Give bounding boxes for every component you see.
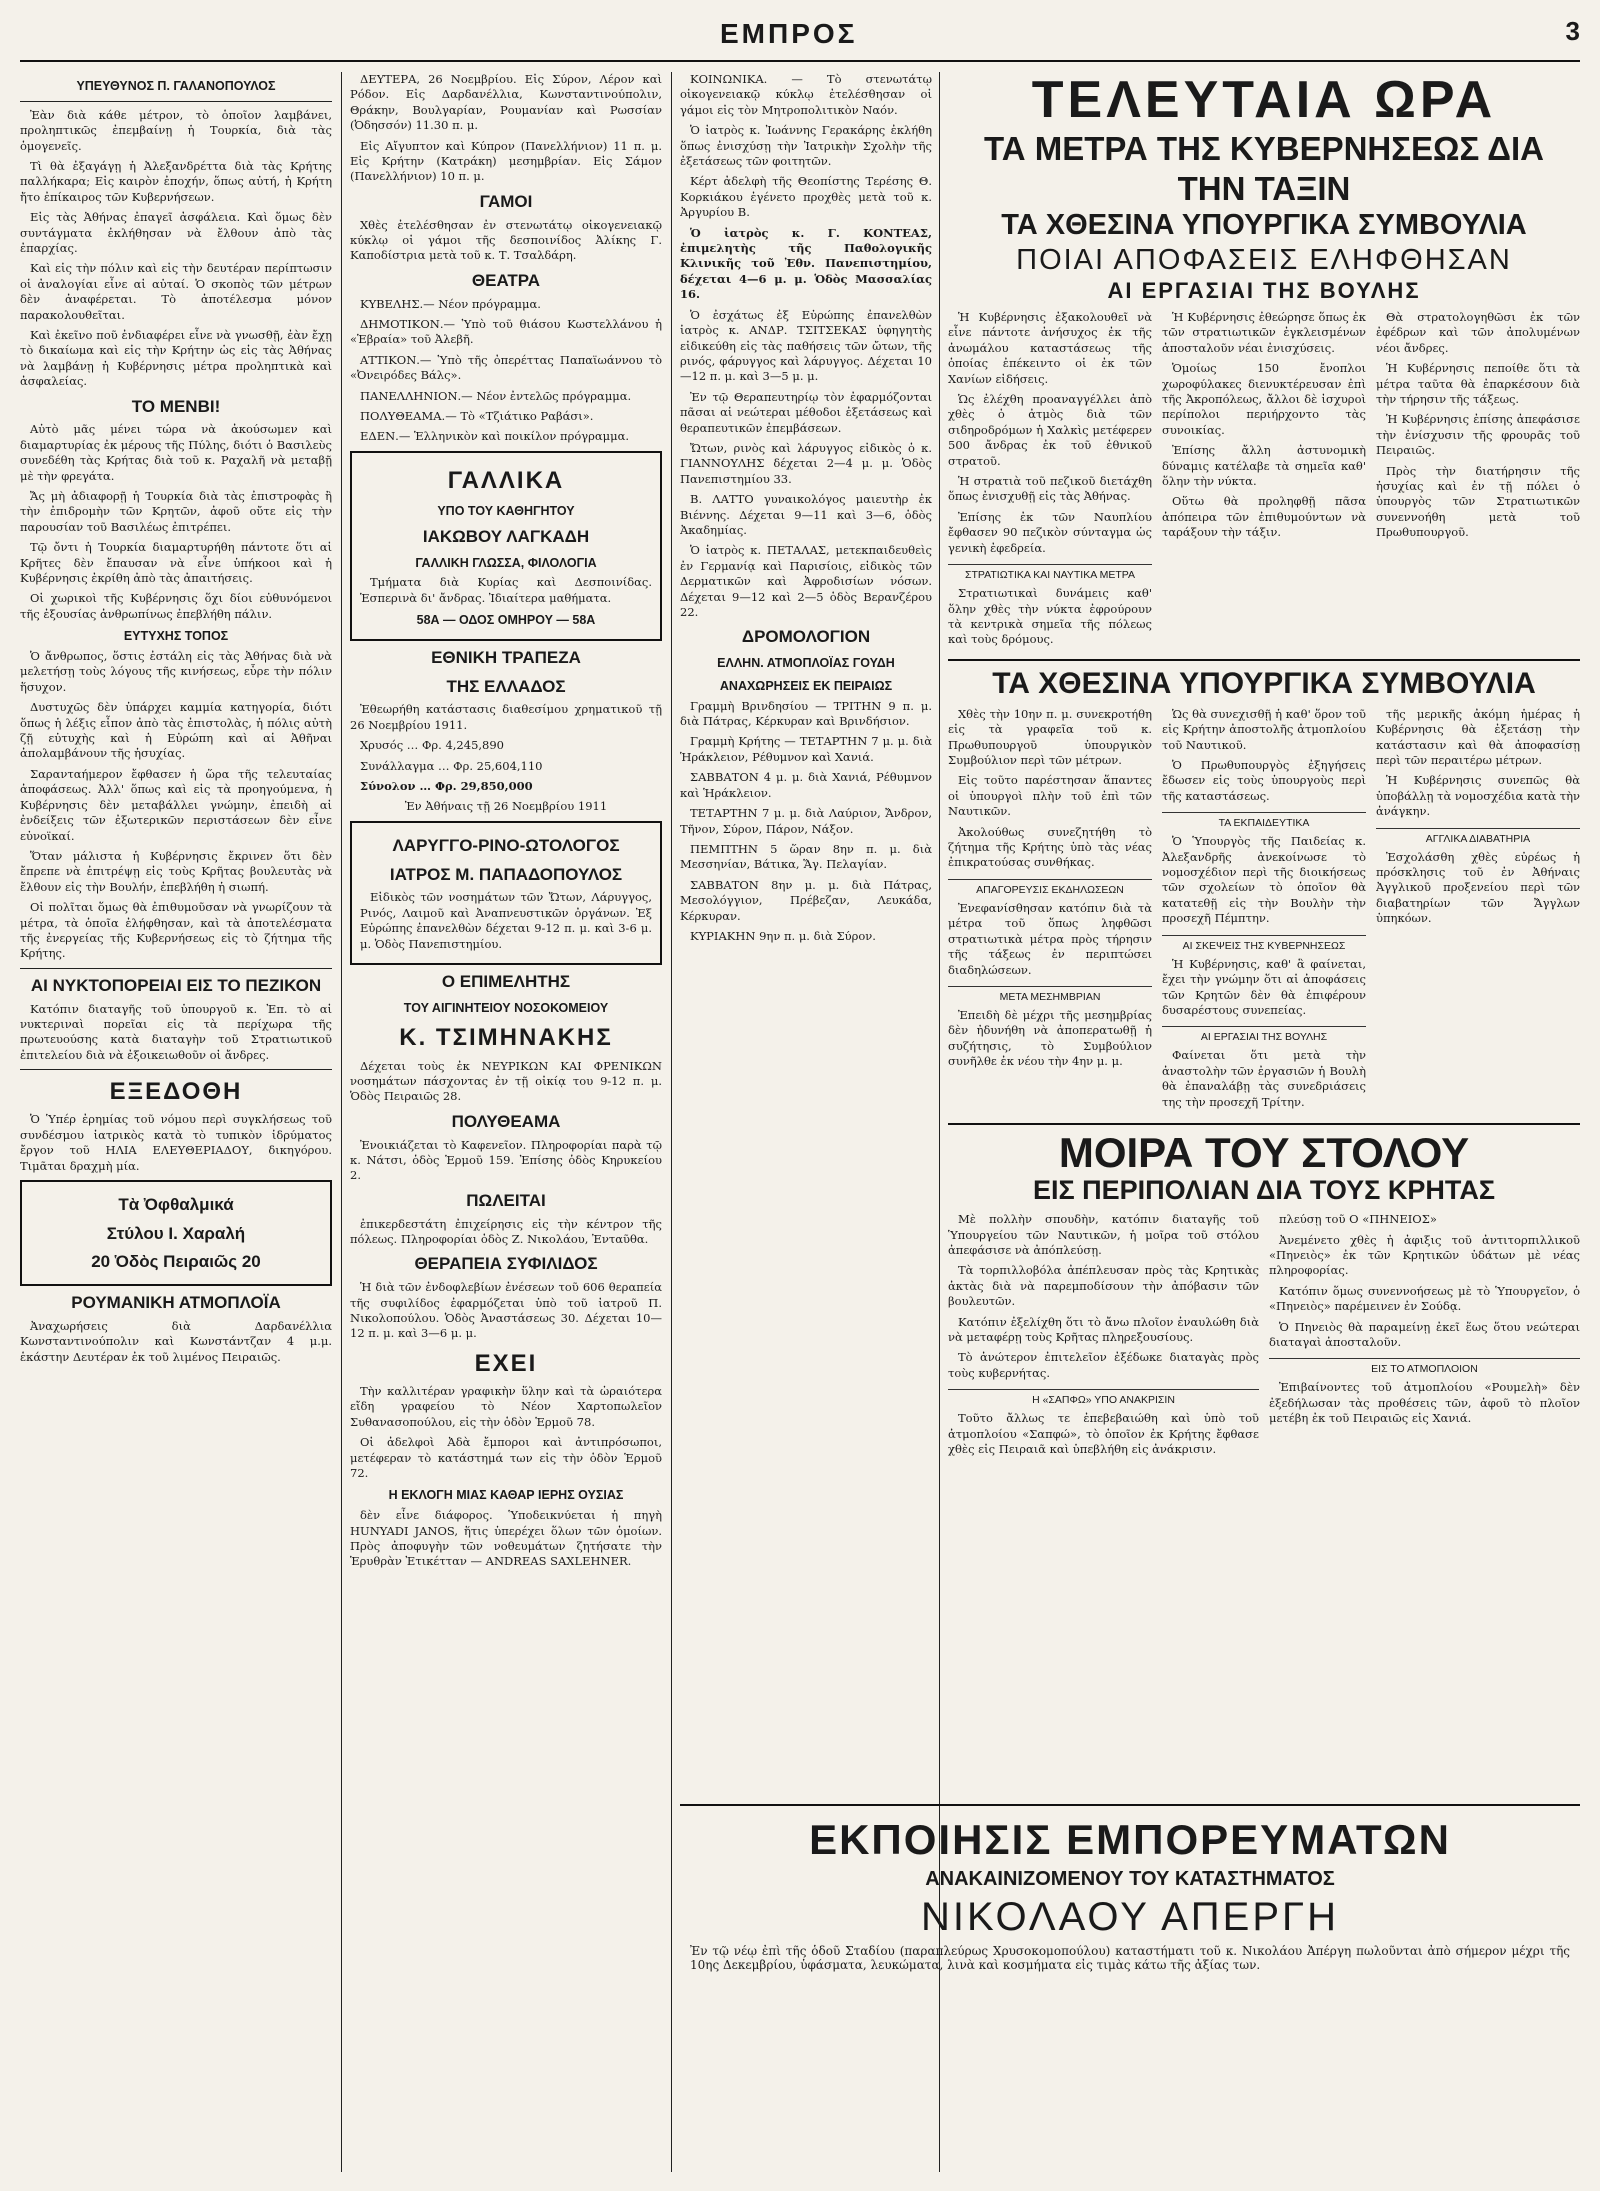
article-paragraph: πλεύσῃ τοῦ Ο «ΠΗΝΕΙΟΣ»	[1279, 1212, 1437, 1227]
page-number: 3	[1565, 16, 1580, 46]
route-line: ΠΕΜΠΤΗΝ 5 ὥραν 8ην π. μ. διὰ Μεσσηνίαν, Βάτικα, Ἅγ. Πελαγίαν.	[680, 841, 932, 872]
story-headline: ΤΑ ΧΘΕΣΙΝΑ ΥΠΟΥΡΓΙΚΑ ΣΥΜΒΟΥΛΙΑ	[948, 659, 1580, 701]
article-paragraph: Ἐσχολάσθη χθὲς εὐρέως ἡ πρόσκλησις τοῦ ἐν Ἀθήναις Ἀγγλικοῦ προξενείου περὶ τῶν διαβατηρίων τῶν Ἄγγλων ὑπηκόων.	[1376, 849, 1580, 926]
article-paragraph: Θὰ στρατολογηθῶσι ἐκ τῶν ἐφέδρων καὶ τῶν ἀπολυμένων νέοι ἄνδρες.	[1376, 309, 1580, 355]
ad-sub: ΓΑΛΛΙΚΗ ΓΛΩΣΣΑ, ΦΙΛΟΛΟΓΙΑ	[415, 555, 597, 570]
ad-title: Η ΕΚΛΟΓΗ ΜΙΑΣ ΚΑΘΑΡ ΙΕΡΗΣ ΟΥΣΙΑΣ	[388, 1488, 624, 1503]
lead-subheadline: ΤΑ ΧΘΕΣΙΝΑ ΥΠΟΥΡΓΙΚΑ ΣΥΜΒΟΥΛΙΑ	[1001, 209, 1527, 242]
section-heading: ΔΡΟΜΟΛΟΓΙΟΝ	[741, 627, 871, 647]
article-paragraph: Ὁ ἰατρὸς κ. Γ. ΚΟΝΤΕΑΣ, ἐπιμελητὴς τῆς Παθολογικῆς Κλινικῆς τοῦ Ἐθν. Πανεπιστημίου, δέχεται 4—6 μ. μ. Ὁδὸς Μασσαλίας 16.	[680, 225, 932, 302]
article-paragraph: Χθὲς ἐτελέσθησαν ἐν στενωτάτῳ οἰκογενειακῷ κύκλῳ οἱ γάμοι τῆς δεσποινίδος Ἀλίκης Γ. Καποδίστρια μετὰ τοῦ κ. Τ. Τσαλδάρη.	[350, 217, 662, 263]
lead-column	[1376, 310, 1580, 653]
article-paragraph: Ὁμοίως 150 ἔνοπλοι χωροφύλακες διενυκτέρευσαν ἐπὶ τῆς Ἀκροπόλεως, ἄλλοι δὲ ἰσχυροὶ περίπολοι περιήρχοντο τὰς συνοικίας.	[1162, 361, 1366, 437]
article-paragraph: Ὁ ἄνθρωπος, ὅστις ἐστάλη εἰς τὰς Ἀθήνας διὰ νὰ μελετήσῃ τοὺς λόγους τῆς κινήσεως, εὗρε τὴν πόλιν ἥσυχον.	[20, 649, 332, 694]
section-heading: ΑΠΑΓΟΡΕΥΣΙΣ ΕΚΔΗΛΩΣΕΩΝ	[948, 879, 1152, 897]
article-paragraph: Τὶ θὰ ἐξαγάγῃ ἡ Ἀλεξανδρέττα διὰ τὰς Κρήτης παλλήκαρα; Εἰς καιρὸν ἐποχήν, ὅπως αὐτή, ἡ Κρήτη ἤτο ἐπίκαιρος τῶν Κυβερνήσεων.	[20, 158, 332, 204]
ad-text: Ἐν τῷ νέῳ ἐπὶ τῆς ὁδοῦ Σταδίου (παραπλεύρως Χρυσοκομοπούλου) καταστήματι τοῦ κ. Νικολάου Ἀπέργη πωλοῦνται ἀπὸ σήμερον μέχρι τῆς 10ης Δεκεμβρίου, ὑφάσματα, λευκώματα, λινὰ καὶ κοσμήματα εἰς τιμὰς κάτω τῆς ἀξίας των.	[690, 1944, 1570, 1972]
article-paragraph: Καὶ εἰς τὴν πόλιν καὶ εἰς τὴν δευτέραν περίπτωσιν οἱ ἀναλογίαι εἶνε αἱ αὐταί. Ὁ σκοπὸς τῶν μέτρων δὲν ἀναφέρεται. Τὸ ἀποτέλεσμα μόνον παρακολουθεῖται.	[20, 261, 332, 322]
divider	[20, 968, 332, 969]
ad-text: Εἰδικὸς τῶν νοσημάτων τῶν Ὤτων, Λάρυγγος, Ρινός, Λαιμοῦ καὶ Ἀναπνευστικῶν ὀργάνων. Ἐξ Εὐρώπης ἐπανελθὼν δέχεται 9-12 π. μ. καὶ 3-6 μ. μ. Ὁδὸς Πανεπιστημίου.	[360, 890, 652, 951]
ad-title: ΕΘΝΙΚΗ ΤΡΑΠΕΖΑ	[431, 647, 581, 667]
section-heading: ΕΙΣ ΤΟ ΑΤΜΟΠΛΟΙΟΝ	[1269, 1358, 1580, 1376]
masthead	[20, 14, 1580, 62]
story-column	[1376, 707, 1580, 1115]
column-1	[20, 72, 332, 2172]
article-paragraph: Τοῦτο ἄλλως τε ἐπεβεβαιώθη καὶ ὑπὸ τοῦ ἀτμοπλοίου «Σαπφώ», τὸ ὁποῖον ἐκ Κρήτης ἔφθασε χθὲς εἰς Πειραιᾶ καὶ ὑπεβλήθη εἰς ἀνάκρισιν.	[948, 1411, 1259, 1457]
advertisement	[20, 1180, 332, 1286]
lead-subheadline: ΑΙ ΕΡΓΑΣΙΑΙ ΤΗΣ ΒΟΥΛΗΣ	[1107, 277, 1421, 303]
listing-line: ΕΔΕΝ.— Ἑλληνικὸν καὶ ποικίλον πρόγραμμα.	[360, 429, 630, 444]
ad-text: Ἐνοικιάζεται τὸ Καφενεῖον. Πληροφορίαι παρὰ τῷ κ. Νάτσι, ὁδὸς Ἑρμοῦ 159. Ἐπίσης ὁδὸς Κηρυκείου 2.	[350, 1137, 662, 1183]
section-heading: ΤΑ ΕΚΠΑΙΔΕΥΤΙΚΑ	[1162, 812, 1366, 830]
story-column	[948, 1212, 1259, 1462]
section-heading: ΘΕΑΤΡΑ	[471, 270, 541, 290]
ad-sub: ΥΠΟ ΤΟΥ ΚΑΘΗΓΗΤΟΥ	[437, 504, 575, 518]
article-paragraph: Τῷ ὄντι ἡ Τουρκία διαμαρτυρήθη πάντοτε ὅτι αἱ Κρῆτες δὲν ἔπαυσαν νὰ εἶνε ὑπήκοοι καὶ ἡ Κυβέρνησις ἐκρίθη ἀπὸ τὰς ἀπαιτήσεις.	[20, 540, 332, 586]
ad-text: Σύνολον … Φρ. 29,850,000	[360, 778, 533, 793]
section-heading: ΕΥΤΥΧΗΣ ΤΟΠΟΣ	[123, 629, 229, 644]
article-paragraph: Οἱ χωρικοὶ τῆς Κυβέρνησις ὅχι δίοι εὐθυνόμενοι τῆς ἐξουσίας ἀνθρωπίνως ἐπεβλήθη πάλιν.	[20, 591, 332, 621]
article-paragraph: Ὁ ἰατρὸς κ. ΠΕΤΑΛΑΣ, μετεκπαιδευθεὶς ἐν Γερμανίᾳ καὶ Παρισίοις, εἰδικὸς τῶν Δερματικῶν καὶ Ἀφροδισίων νόσων. Δέχεται 9—12 καὶ 2—5 ὁδὸς Βερανζέρου 22.	[680, 543, 932, 619]
story-headline: ΜΟΙΡΑ ΤΟΥ ΣΤΟΛΟΥ	[1058, 1129, 1470, 1177]
listing-line: ΠΟΛΥΘΕΑΜΑ.— Τὸ «Τζιάτικο Ραβάσι».	[360, 409, 594, 424]
masthead-title: ΕΜΠΡΟΣ	[720, 18, 858, 49]
article-paragraph: Δυστυχῶς δὲν ὑπάρχει καμμία κατηγορία, διότι ὅπως ἡ λέξις εἶπον ἀπὸ τὰς ἐπιστολὰς, ἡ πόλις αὐτὴ ζῇ εὐτυχὴς καὶ ἡ Εὐρώπη καὶ αἱ Ἀθῆναι ἀπολαμβάνουν τῆς ἡσυχίας.	[20, 700, 332, 761]
article-paragraph: Ἡ στρατιὰ τοῦ πεζικοῦ διετάχθη ὅπως ἐνισχυθῇ εἰς τὰς Ἀθήνας.	[948, 474, 1152, 504]
route-line: ΣΑΒΒΑΤΟΝ 4 μ. μ. διὰ Χανιά, Ρέθυμνον καὶ Ἡράκλειον.	[680, 770, 932, 800]
ad-text: Συνάλλαγμα … Φρ. 25,604,110	[360, 758, 543, 773]
notice-heading: ΑΙ ΝΥΚΤΟΠΟΡΕΙΑΙ ΕΙΣ ΤΟ ΠΕΖΙΚΟΝ	[30, 975, 322, 995]
article-paragraph: Ἐπίσης ἄλλη ἀστυνομικὴ δύναμις κατέλαβε τὰ σημεῖα καθ' ὅλην τὴν νύκτα.	[1162, 443, 1366, 489]
article-paragraph: Αὐτὸ μᾶς μένει τώρα νὰ ἀκούσωμεν καὶ διαμαρτυρίας ἐκ μέρους τῆς Πύλης, διότι ὁ Βασιλεὺς συνεδέθη τὰς Κρήτας διὰ τοῦ κ. Ραχαλῆ νὰ μεταβῇ μὲ τὴν φρεγάτα.	[20, 422, 332, 483]
divider	[20, 101, 332, 102]
ad-sub: ΤΟΥ ΑΙΓΙΝΗΤΕΙΟΥ ΝΟΣΟΚΟΜΕΙΟΥ	[403, 1000, 609, 1015]
article-paragraph: Ἡ Κυβέρνησις πεποίθε ὅτι τὰ μέτρα ταῦτα θὰ ἐπαρκέσουν διὰ τὴν τήρησιν τῆς τάξεως.	[1376, 361, 1580, 406]
article-paragraph: Ἡ Κυβέρνησις ἐπίσης ἀπεφάσισε τὴν ἐνίσχυσιν τῆς φρουρᾶς τοῦ Πειραιῶς.	[1376, 412, 1580, 458]
ad-title: ΤΗΣ ΕΛΛΑΔΟΣ	[446, 676, 566, 696]
ad-name: Κ. ΤΣΙΜΗΝΑΚΗΣ	[399, 1024, 613, 1052]
article-paragraph: Κέρτ ἀδελφὴ τῆς Θεοπίστης Τερέσης Θ. Κορκιάκου ἐγένετο προχθὲς μετὰ τοῦ κ. Ἀργυρίου Β.	[680, 174, 932, 220]
ad-title: Τὰ Ὀφθαλμικά	[118, 1194, 234, 1214]
section-heading: ΑΙ ΣΚΕΨΕΙΣ ΤΗΣ ΚΥΒΕΡΝΗΣΕΩΣ	[1162, 935, 1366, 953]
article-paragraph: Φαίνεται ὅτι μετὰ τὴν ἀναστολὴν τῶν ἐργασιῶν ἡ Βουλὴ θὰ ἐπαναλάβῃ τὰς συνεδριάσεις της τὴν προσεχῆ Τρίτην.	[1162, 1048, 1366, 1109]
story-column	[948, 707, 1152, 1115]
ad-text: Δέχεται τοὺς ἐκ ΝΕΥΡΙΚΩΝ ΚΑΙ ΦΡΕΝΙΚΩΝ νοσημάτων πάσχοντας ἐν τῇ οἰκίᾳ του 9-12 π. μ. Ὁδὸς Πειραιῶς 28.	[350, 1058, 662, 1104]
article-paragraph: Ἄς μὴ ἀδιαφορῇ ἡ Τουρκία διὰ τὰς ἐπιστροφὰς ἢ τὴν ἐπιδρομὴν τῶν Κρητῶν, ἀφοῦ οὔτε εἰς τὴν παρουσίαν τοῦ Βασιλέως ἐπιτρέπει.	[20, 489, 332, 534]
section-sub: ΑΝΑΧΩΡΗΣΕΙΣ ΕΚ ΠΕΙΡΑΙΩΣ	[719, 678, 893, 693]
article-paragraph: Ἐν τῷ Θεραπευτηρίῳ τὸν ἐφαρμόζονται πᾶσαι αἱ νεώτεραι μέθοδοι ἐξετάσεως καὶ θεραπευτικῶν ἐπεμβάσεων.	[680, 389, 932, 435]
lead-column	[1162, 310, 1366, 653]
article-paragraph: Μὲ πολλὴν σπουδὴν, κατόπιν διαταγῆς τοῦ Ὑπουργείου τῶν Ναυτικῶν, ἡ μοῖρα τοῦ στόλου ἀπεφάσισε νὰ ἀπόπλεύσῃ.	[948, 1212, 1259, 1257]
listing-line: ΚΥΒΕΛΗΣ.— Νέον πρόγραμμα.	[360, 296, 541, 311]
lead-headline: ΤΕΛΕΥΤΑΙΑ ΩΡΑ	[1031, 72, 1497, 129]
lead-story	[948, 72, 1580, 2172]
article-paragraph: Καὶ ἐκεῖνο ποῦ ἐνδιαφέρει εἶνε νὰ γνωσθῇ, ἐὰν ἔχῃ τὸ δικαίωμα καὶ εἰς τὴν Κρήτην ὡς εἰς τὰς Ἀθήνας νὰ λαμβάνῃ ἡ Κυβέρνησις μέτρα προληπτικὰ καὶ ἀσφαλείας.	[20, 328, 332, 389]
column-divider	[341, 72, 342, 2172]
notice-heading: ΕΞΕΔΟΘΗ	[109, 1078, 243, 1106]
ad-name: ΝΙΚΟΛΑΟΥ ΑΠΕΡΓΗ	[921, 1895, 1339, 1939]
article-paragraph: τῆς μερικῆς ἀκόμη ἡμέρας ἡ Κυβέρνησις θὰ ἐξετάσῃ τὴν κατάστασιν καὶ θὰ ἀποφασίσῃ περὶ τῶν περαιτέρω μέτρων.	[1376, 706, 1580, 767]
article-paragraph: Ἐνεφανίσθησαν κατόπιν διὰ τὰ μέτρα τοῦ ὅπως ληφθῶσι στρατιωτικὰ μέτρα πρὸς τήρησιν τῆς τάξεως ἐν περιπτώσει διαδηλώσεων.	[948, 900, 1152, 977]
article-paragraph: Εἰς τὰς Ἀθήνας ἐπαγεῖ ἀσφάλεια. Καὶ ὅμως δὲν συντάγματα ἐκλήθησαν νὰ ἔλθουν ἀπὸ τὰς ἐπαρχίας.	[20, 210, 332, 255]
story-column	[1162, 707, 1366, 1115]
article-paragraph: Ἀκολούθως συνεζητήθη τὸ ζήτημα τῆς Κρήτης ὑπὸ τὰς νέας ἐπικρατούσας συνθήκας.	[948, 824, 1152, 870]
lead-subheadline: ΠΟΙΑΙ ΑΠΟΦΑΣΕΙΣ ΕΛΗΦΘΗΣΑΝ	[1016, 244, 1512, 277]
lead-columns	[948, 310, 1580, 653]
section-heading: ΓΑΜΟΙ	[479, 191, 533, 211]
article-paragraph: Ὡς ἐλέχθη προαναγγέλλει ἀπὸ χθὲς ὁ ἀτμὸς διὰ τῶν σιδηροδρόμων ἡ Χαλκὶς μετέφερεν 500 ἄνδρας ἐκ τοῦ ἐθνικοῦ στρατοῦ.	[948, 392, 1152, 468]
advertisement	[350, 451, 662, 641]
section-heading: ΤΟ ΜΕΝΒΙ!	[131, 396, 221, 416]
section-heading: Η «ΣΑΠΦΩ» ΥΠΟ ΑΝΑΚΡΙΣΙΝ	[948, 1389, 1259, 1407]
listing-line: ΔΗΜΟΤΙΚΟΝ.— Ὑπὸ τοῦ θιάσου Κωστελλάνου ἡ «Ἑβραία» τοῦ Ἀλεβῆ.	[350, 317, 662, 347]
article-paragraph: Β. ΛΑΤΤΟ γυναικολόγος μαιευτὴρ ἐκ Βιέννης. Δέχεται 9—11 καὶ 3—6, ὁδὸς Ἀκαδημίας.	[680, 492, 932, 537]
route-line: Γραμμὴ Κρήτης — ΤΕΤΑΡΤΗΝ 7 μ. μ. διὰ Ἡράκλειον, Ρέθυμνον καὶ Χανιά.	[680, 734, 932, 764]
article-paragraph: Ἐπίσης ἐκ τῶν Ναυπλίου ἔφθασεν 90 πεζικὸν σύνταγμα ὡς γενικὴ ἐφεδρεία.	[948, 509, 1152, 555]
ad-text: Ἐθεωρήθη κατάστασις διαθεσίμου χρηματικοῦ τῇ 26 Νοεμβρίου 1911.	[350, 702, 662, 732]
article-paragraph: Εἰς Αἴγυπτον καὶ Κύπρον (Πανελλήνιον) 11 π. μ. Εἰς Κρήτην (Κατράκη) μεσημβρίαν. Εἰς Σάμον (Πανελλήνιον) 10 π. μ.	[350, 138, 662, 184]
article-paragraph: Ὡς θὰ συνεχισθῇ ἡ καθ' ὅρον τοῦ εἰς Κρήτην ἀποστολῆς ἀτμοπλοίου τοῦ Ναυτικοῦ.	[1162, 706, 1366, 752]
story-subheadline: ΕΙΣ ΠΕΡΙΠΟΛΙΑΝ ΔΙΑ ΤΟΥΣ ΚΡΗΤΑΣ	[1032, 1175, 1496, 1206]
article-paragraph: Ἐὰν διὰ κάθε μέτρον, τὸ ὁποῖον λαμβάνει, προληπτικῶς ἐπεμβαίνῃ ἡ Τουρκία, διὰ τὰς ὁμογενεῖς.	[20, 107, 332, 153]
advertisement	[350, 821, 662, 965]
article-paragraph: Ὁ Πρωθυπουργὸς ἐξηγήσεις ἔδωσεν εἰς τοὺς ὑπουργοὺς περὶ τῆς καταστάσεως.	[1162, 757, 1366, 803]
article-paragraph: Ὁ ἐσχάτως ἐξ Εὐρώπης ἐπανελθὼν ἰατρὸς κ. ΑΝΔΡ. ΤΣΙΤΣΕΚΑΣ ὑφηγητὴς εἰδικεύθη εἰς τὰς παθήσεις τῶν ὤτων, τῆς ρινός, φάρυγγος καὶ λάρυγγος. Δέχεται 10—12 π. μ. καὶ 3—5 μ. μ.	[680, 307, 932, 384]
story-column	[1269, 1212, 1580, 1462]
ad-name: Στύλου Ι. Χαραλή	[106, 1223, 246, 1243]
route-line: ΣΑΒΒΑΤΟΝ 8ην μ. μ. διὰ Πάτρας, Μεσολόγγιον, Πρέβεζαν, Λευκάδα, Κέρκυραν.	[680, 877, 932, 923]
notice-text: Κατόπιν διαταγῆς τοῦ ὑπουργοῦ κ. Ἐπ. τὸ αἱ νυκτεριναὶ πορεῖαι εἰς τὰ περίχωρα τῆς πρωτευούσης κατὰ διαταγὴν τοῦ Στρατιωτικοῦ ἐπιτελείου διὰ νὰ ἐξοικειωθοῦν οἱ ἄνδρες.	[20, 1001, 332, 1062]
ad-text: Οἱ ἀδελφοὶ Ἀδὰ ἔμποροι καὶ ἀντιπρόσωποι, μετέφεραν τὸ κατάστημά των εἰς τὴν ὁδὸν Ἑρμοῦ 72.	[350, 1435, 662, 1480]
divider	[20, 1069, 332, 1070]
newspaper-page	[20, 14, 1580, 2179]
ad-text: Τμήματα διὰ Κυρίας καὶ Δεσποινίδας. Ἑσπερινὰ δι' ἄνδρας. Ἰδιαίτερα μαθήματα.	[360, 575, 652, 605]
story-columns	[948, 1212, 1580, 1462]
ad-title: ΠΩΛΕΙΤΑΙ	[466, 1190, 546, 1210]
ad-title: ΛΑΡΥΓΓΟ-ΡΙΝΟ-ΩΤΟΛΟΓΟΣ	[392, 835, 620, 855]
ad-text: Ἐν Ἀθήναις τῇ 26 Νοεμβρίου 1911	[404, 799, 608, 814]
article-paragraph: Εἰς τοῦτο παρέστησαν ἅπαντες οἱ ὑπουργοὶ πλὴν τοῦ ἐπὶ τῶν Ναυτικῶν.	[948, 773, 1152, 819]
article-paragraph: Ἡ Κυβέρνησις ἐξακολουθεῖ νὰ εἶνε πάντοτε ἀνήσυχος ἐκ τῆς ἀνωμάλου καταστάσεως τῆς ὁποίας ἐπέκειντο οἱ ἐκ τῶν Χανίων εἰδήσεις.	[948, 309, 1152, 386]
section-heading: ΑΙ ΕΡΓΑΣΙΑΙ ΤΗΣ ΒΟΥΛΗΣ	[1162, 1026, 1366, 1044]
section-heading: ΜΕΤΑ ΜΕΣΗΜΒΡΙΑΝ	[948, 986, 1152, 1004]
listing-line: ΑΤΤΙΚΟΝ.— Ὑπὸ τῆς ὀπερέττας Παπαϊωάννου τὸ «Ὀνειρόδες Βάλς».	[350, 352, 662, 383]
article-paragraph: Ἐπιβαίνοντες τοῦ ἀτμοπλοίου «Ρουμελὴ» δὲν ἐξεδήλωσαν τὰς προθέσεις τῶν, ἀφοῦ τὸ πλοῖον μετέβη ἐκ τοῦ Πειραιῶς εἰς Χανιά.	[1269, 1380, 1580, 1426]
ad-name: ΙΑΤΡΟΣ Μ. ΠΑΠΑΔΟΠΟΥΛΟΣ	[389, 864, 623, 884]
ad-title: ΕΧΕΙ	[474, 1349, 538, 1377]
story-columns	[948, 707, 1580, 1115]
ad-title: Ο ΕΠΙΜΕΛΗΤΗΣ	[441, 971, 571, 991]
article-paragraph: Ἡ Κυβέρνησις ἐθεώρησε ὅπως ἐκ τῶν στρατιωτικῶν ἐγκλεισμένων ἀποσταλοῦν νέαι ἐνισχύσεις.	[1162, 309, 1366, 355]
editor-line: ΥΠΕΥΘΥΝΟΣ Π. ΓΑΛΑΝΟΠΟΥΛΟΣ	[76, 79, 276, 93]
article-paragraph: Στρατιωτικαὶ δυνάμεις καθ' ὅλην χθὲς τὴν νύκτα ἐφρούρουν τὰ κεντρικὰ σημεῖα τῆς πόλεως καὶ τοὺς δρόμους.	[948, 586, 1152, 647]
article-paragraph: Κατόπιν ἐξελίχθη ὅτι τὸ ἄνω πλοῖον ἐναυλώθη διὰ νὰ μεταφέρῃ τοὺς Κρῆτας πληρεξουσίους.	[948, 1314, 1259, 1344]
ad-name: ΙΑΚΩΒΟΥ ΛΑΓΚΑΔΗ	[422, 526, 590, 546]
article-paragraph: Ἡ Κυβέρνησις, καθ' ἃ φαίνεται, ἔχει τὴν γνώμην ὅτι αἱ ἀποφάσεις τῶν Κρητῶν δὲν θὰ ἐπιφέρουν δυσαρέστους συνεπείας.	[1162, 956, 1366, 1017]
article-paragraph: Ὁ Πηνειὸς θὰ παραμείνῃ ἐκεῖ ἕως ὅτου νεώτεραι διαταγαὶ ἀποσταλοῦν.	[1269, 1319, 1580, 1349]
ad-text: Χρυσός … Φρ. 4,245,890	[360, 738, 504, 753]
column-2	[350, 72, 662, 2172]
article-paragraph: Ἡ Κυβέρνησις συνεπῶς θὰ ὑποβάλλῃ τὰ νομοσχέδια κατὰ τὴν ἀνάγκην.	[1376, 773, 1580, 819]
route-line: ΚΥΡΙΑΚΗΝ 9ην π. μ. διὰ Σύρον.	[690, 928, 876, 943]
article-paragraph: Ὁ Ὑπουργὸς τῆς Παιδείας κ. Ἀλεξανδρῆς ἀνεκοίνωσε τὸ νομοσχέδιον περὶ τῆς διοικήσεως τῶν σχολείων τὸ ὁποῖον θὰ κατατεθῇ εἰς τὴν Βουλὴν τὴν προσεχῆ Πέμπτην.	[1162, 834, 1366, 926]
article-paragraph: Χθὲς τὴν 10ην π. μ. συνεκροτήθη εἰς τὰ γραφεῖα τοῦ κ. Πρωθυπουργοῦ ὑπουργικὸν Συμβούλιον περὶ τῶν μέτρων.	[948, 706, 1152, 767]
section-heading: ΑΓΓΛΙΚΑ ΔΙΑΒΑΤΗΡΙΑ	[1376, 828, 1580, 846]
fleet-story	[948, 1123, 1580, 1462]
article-paragraph: Ἐπειδὴ δὲ μέχρι τῆς μεσημβρίας δὲν ἠδυνήθη νὰ ἀποπερατωθῇ ἡ συζήτησις, τὸ Συμβούλιον συνῆλθε ἐκ νέου τὴν 4ην μ. μ.	[948, 1007, 1152, 1069]
section-sub: ΕΛΛΗΝ. ΑΤΜΟΠΛΟΪΑΣ ΓΟΥΔΗ	[717, 656, 895, 671]
ad-title: ΓΑΛΛΙΚΑ	[447, 466, 565, 494]
ad-title: ΘΕΡΑΠΕΙΑ ΣΥΦΙΛΙΔΟΣ	[414, 1254, 598, 1274]
route-line: Γραμμὴ Βρινδησίου — ΤΡΙΤΗΝ 9 π. μ. διὰ Πάτρας, Κέρκυραν καὶ Βρινδήσιον.	[680, 698, 932, 729]
article-paragraph: Τὸ ἀνώτερον ἐπιτελεῖον ἐξέδωκε διαταγὰς πρὸς τοὺς κυβερνήτας.	[948, 1350, 1259, 1380]
article-paragraph: Τὰ τορπιλλοβόλα ἀπέπλευσαν πρὸς τὰς Κρητικὰς ἀκτὰς διὰ νὰ παρεμποδίσουν τὴν ἀπόβασιν τῶν βουλευτῶν.	[948, 1263, 1259, 1309]
notice-text: Ὁ Ὑπέρ ἐρημίας τοῦ νόμου περὶ συγκλήσεως τοῦ συνδέσμου ἰατρικὸς κατὰ τὸ τυπικὸν ἱδρύματος ἔργον τοῦ ΗΛΙΑ ΕΛΕΥΘΕΡΙΑΔΟΥ, δικηγόρου. Τιμᾶται δραχμὴ μία.	[20, 1112, 332, 1173]
article-paragraph: Ὁ ἰατρὸς κ. Ἰωάννης Γερακάρης ἐκλήθη ὅπως ἐνισχύσῃ τὴν Ἰατρικὴν Σχολὴν τῆς ἐξετάσεως τῶν φοιτητῶν.	[680, 123, 932, 169]
lead-column	[948, 310, 1152, 653]
notice-text: Ἀναχωρήσεις διὰ Δαρδανέλλια Κωνσταντινούπολιν καὶ Κωνστάντζαν 4 μ.μ. ἑκάστην Δευτέραν ἐκ τοῦ λιμένος Πειραιῶς.	[20, 1319, 332, 1364]
article-paragraph: Ὅταν μάλιστα ἡ Κυβέρνησις ἔκρινεν ὅτι δὲν ἔπρεπε νὰ ἐπιτρέψῃ εἰς τοὺς Κρῆτας βουλευτὰς νὰ ἔλθουν εἰς τὴν Βουλήν, ἐπεβλήθη ἡ σιωπή.	[20, 848, 332, 894]
lead-subheadline: ΤΑ ΜΕΤΡΑ ΤΗΣ ΚΥΒΕΡΝΗΣΕΩΣ ΔΙΑ ΤΗΝ ΤΑΞΙΝ	[984, 130, 1544, 207]
article-paragraph: Ὤτων, ρινὸς καὶ λάρυγγος εἰδικὸς ὁ κ. ΓΙΑΝΝΟΥΛΗΣ δέχεται 2—4 μ. μ. Ὁδὸς Πανεπιστημίου 33.	[680, 440, 932, 486]
ad-address: 20 Ὁδὸς Πειραιῶς 20	[91, 1252, 261, 1272]
article-paragraph: Σαρανταήμερον ἔφθασεν ἡ ὥρα τῆς τελευταίας ἀποφάσεως. Ἀλλ' ὅπως καὶ εἰς τὰ προηγούμενα, ἡ Κυβέρνησις δὲν μεταβάλλει γνώμην, ἐπειδὴ αἱ ἐνδείξεις τῶν ἐξωτερικῶν περιστάσεων δὲν εἶνε εὐνοϊκαί.	[20, 766, 332, 843]
article-paragraph: ΔΕΥΤΕΡΑ, 26 Νοεμβρίου. Εἰς Σύρον, Λέρον καὶ Ρόδον. Εἰς Δαρδανέλλια, Κωνσταντινούπολιν, Θράκην, Βουλγαρίαν, Ρουμανίαν καὶ Ρωσσίαν (Ὀδησσόν) 11.30 π. μ.	[350, 72, 662, 133]
ad-text: Τὴν καλλιτέραν γραφικὴν ὕλην καὶ τὰ ὡραιότερα εἴδη γραφείου τὸ Νέον Χαρτοπωλεῖον Συθανασοπούλου, εἰς τὴν ὁδὸν Ἑρμοῦ 78.	[350, 1383, 662, 1429]
article-paragraph: ΚΟΙΝΩΝΙΚΑ. — Τὸ στενωτάτῳ οἰκογενειακῷ κύκλῳ ἐτελέσθησαν οἱ γάμοι εἰς τὸν Μητροπολιτικὸν Ναόν.	[680, 72, 932, 117]
ad-address: 58Α — ΟΔΟΣ ΟΜΗΡΟΥ — 58Α	[416, 613, 596, 628]
article-paragraph: Οὕτω θὰ προληφθῇ πᾶσα ἀπόπειρα τῶν ἐπιθυμούντων νὰ ταράξουν τὴν τάξιν.	[1162, 494, 1366, 540]
route-line: ΤΕΤΑΡΤΗΝ 7 μ. μ. διὰ Λαύριον, Ἄνδρον, Τῆνον, Σύρον, Πάρον, Νάξον.	[680, 806, 932, 836]
article-paragraph: Οἱ πολῖται ὅμως θὰ ἐπιθυμοῦσαν νὰ γνωρίζουν τὰ μέτρα, τὰ ὁποῖα ἐλήφθησαν, καὶ τὰ ἀποτελέσματα τῆς ἐνεργείας τῆς Κυβερνήσεως εἰς τὸ ζήτημα τῆς Κρήτης.	[20, 900, 332, 961]
ad-text: δὲν εἶνε διάφορος. Ὑποδεικνύεται ἡ πηγὴ HUNYADI JANOS, ἥτις ὑπερέχει ὅλων τῶν ὁμοίων. Πρὸς ἀποφυγὴν τῶν νοθευμάτων ζητήσατε τὴν Ἑρυθρὰν Ἐτικέτταν — ANDREAS SAXLEHNER.	[350, 1508, 662, 1569]
section-heading: ΣΤΡΑΤΙΩΤΙΚΑ ΚΑΙ ΝΑΥΤΙΚΑ ΜΕΤΡΑ	[948, 564, 1152, 582]
article-paragraph: Ἀνεμένετο χθὲς ἡ ἀφιξις τοῦ ἀντιτορπιλλικοῦ «Πηνειὸς» ἐκ τῶν Κρητικῶν ὑδάτων μὲ νέας πληροφορίας.	[1269, 1232, 1580, 1278]
ad-title: ΠΟΛΥΘΕΑΜΑ	[451, 1111, 561, 1131]
article-paragraph: Πρὸς τὴν διατήρησιν τῆς ἡσυχίας καὶ ἐν τῇ πόλει ὁ ὑπουργὸς τῶν Στρατιωτικῶν συνεννοήθη μετὰ τοῦ Πρωθυπουργοῦ.	[1376, 463, 1580, 540]
notice-heading: ΡΟΥΜΑΝΙΚΗ ΑΤΜΟΠΛΟΪΑ	[71, 1293, 281, 1313]
article-paragraph: Κατόπιν ὅμως συνεννοήσεως μὲ τὸ Ὑπουργεῖον, ὁ «Πηνειὸς» παρέμεινεν ἐν Σούδᾳ.	[1269, 1283, 1580, 1314]
column-3	[680, 72, 932, 1862]
column-divider	[671, 72, 672, 2172]
listing-line: ΠΑΝΕΛΛΗΝΙΟΝ.— Νέον ἐντελῶς πρόγραμμα.	[360, 388, 632, 403]
ad-text: Ἡ διὰ τῶν ἐνδοφλεβίων ἐνέσεων τοῦ 606 θεραπεία τῆς συφιλίδος ἐφαρμόζεται ὑπὸ τοῦ ἰατροῦ Π. Νικολοπούλου. Ὁδὸς Ἀναστάσεως 30. Δέχεται 10—12 π. μ. καὶ 3—6 μ. μ.	[350, 1280, 662, 1341]
ad-headline: ΕΚΠΟΙΗΣΙΣ ΕΜΠΟΡΕΥΜΑΤΩΝ	[809, 1816, 1451, 1863]
ad-text: ἐπικερδεστάτη ἐπιχείρησις εἰς τὴν κέντρον τῆς πόλεως. Πληροφορίαι ὁδὸς Ζ. Νικολάου, Ἐνταῦθα.	[350, 1216, 662, 1246]
ad-sub: ΑΝΑΚΑΙΝΙΖΟΜΕΝΟΥ ΤΟΥ ΚΑΤΑΣΤΗΜΑΤΟΣ	[925, 1868, 1335, 1890]
